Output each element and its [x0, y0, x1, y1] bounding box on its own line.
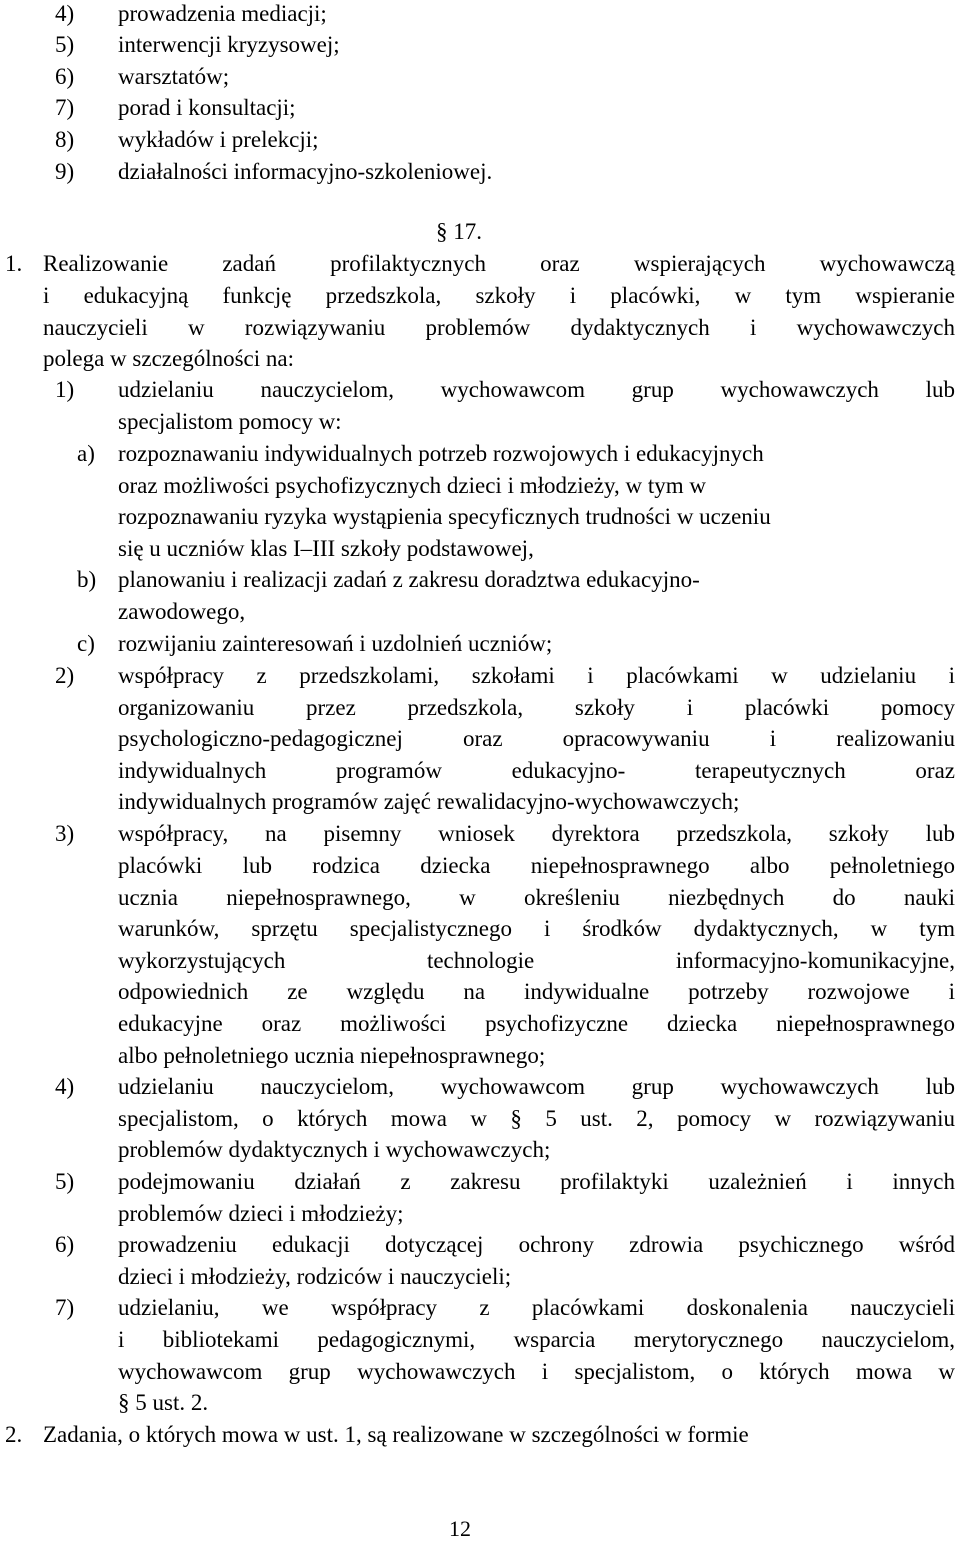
list-number: 5) — [55, 1169, 75, 1194]
item-line: specjalistom pomocy w: — [118, 409, 342, 434]
list-number: 5) — [55, 32, 75, 57]
item-line: się u uczniów klas I–III szkoły podstawowej, — [118, 536, 534, 561]
list-item: warsztatów; — [118, 64, 230, 89]
list-number: 4) — [55, 1, 75, 26]
item-line: współpracy, na pisemny wniosek dyrektora przedszkola, szkoły lub — [118, 821, 955, 846]
item-line: odpowiednich ze względu na indywidualne potrzeby rozwojowe i — [118, 979, 955, 1004]
item-line: rozpoznawaniu indywidualnych potrzeb rozwojowych i edukacyjnych — [118, 441, 764, 466]
paragraph-line: i edukacyjną funkcję przedszkola, szkoły i placówki, w tym wspieranie — [43, 283, 955, 308]
list-item: porad i konsultacji; — [118, 95, 296, 120]
sub-item-letter: b) — [77, 567, 97, 592]
item-line: § 5 ust. 2. — [118, 1390, 209, 1415]
paragraph-number: 1. — [5, 251, 23, 276]
item-line: zawodowego, — [118, 599, 246, 624]
sub-item-letter: c) — [77, 631, 95, 656]
item-line: współpracy z przedszkolami, szkołami i placówkami w udzielaniu i — [118, 663, 955, 688]
list-item: wykładów i prelekcji; — [118, 127, 319, 152]
item-line: organizowaniu przez przedszkola, szkoły i placówki pomocy — [118, 695, 955, 720]
item-line: oraz możliwości psychofizycznych dzieci i młodzieży, w tym w — [118, 473, 707, 498]
item-line: i bibliotekami pedagogicznymi, wsparcia merytorycznego nauczycielom, — [118, 1327, 955, 1352]
item-line: udzielaniu nauczycielom, wychowawcom grup wychowawczych lub — [118, 1074, 955, 1099]
item-line: specjalistom, o których mowa w § 5 ust. 2, pomocy w rozwiązywaniu — [118, 1106, 955, 1131]
list-number: 3) — [55, 821, 75, 846]
item-line: udzielaniu nauczycielom, wychowawcom grup wychowawczych lub — [118, 377, 955, 402]
item-line: indywidualnych programów zajęć rewalidacyjno-wychowawczych; — [118, 789, 740, 814]
item-line: prowadzeniu edukacji dotyczącej ochrony zdrowia psychicznego wśród — [118, 1232, 955, 1257]
list-number: 4) — [55, 1074, 75, 1099]
item-line: indywidualnych programów edukacyjno- terapeutycznych oraz — [118, 758, 955, 783]
list-number: 1) — [55, 377, 75, 402]
item-line: psychologiczno-pedagogicznej oraz opracowywaniu i realizowaniu — [118, 726, 955, 751]
paragraph-line: nauczycieli w rozwiązywaniu problemów dydaktycznych i wychowawczych — [43, 315, 955, 340]
item-line: problemów dzieci i młodzieży; — [118, 1201, 404, 1226]
item-line: planowaniu i realizacji zadań z zakresu doradztwa edukacyjno- — [118, 567, 700, 592]
paragraph-number: 2. — [5, 1422, 23, 1447]
page-number: 12 — [449, 1516, 471, 1541]
section-heading: § 17. — [436, 219, 482, 244]
list-number: 6) — [55, 1232, 75, 1257]
paragraph-line: Realizowanie zadań profilaktycznych oraz wspierających wychowawczą — [43, 251, 955, 276]
item-line: rozpoznawaniu ryzyka wystąpienia specyficznych trudności w uczeniu — [118, 504, 771, 529]
list-number: 9) — [55, 159, 75, 184]
item-line: problemów dydaktycznych i wychowawczych; — [118, 1137, 551, 1162]
item-line: wykorzystujących technologie informacyjno-komunikacyjne, — [118, 948, 955, 973]
item-line: ucznia niepełnosprawnego, w określeniu niezbędnych do nauki — [118, 885, 955, 910]
item-line: podejmowaniu działań z zakresu profilaktyki uzależnień i innych — [118, 1169, 955, 1194]
item-line: warunków, sprzętu specjalistycznego i środków dydaktycznych, w tym — [118, 916, 955, 941]
list-number: 8) — [55, 127, 75, 152]
paragraph-line: polega w szczególności na: — [43, 346, 294, 371]
list-item: działalności informacyjno-szkoleniowej. — [118, 159, 493, 184]
item-line: rozwijaniu zainteresowań i uzdolnień uczniów; — [118, 631, 553, 656]
list-item: prowadzenia mediacji; — [118, 1, 327, 26]
sub-item-letter: a) — [77, 441, 95, 466]
list-item: interwencji kryzysowej; — [118, 32, 340, 57]
item-line: placówki lub rodzica dziecka niepełnosprawnego albo pełnoletniego — [118, 853, 955, 878]
list-number: 6) — [55, 64, 75, 89]
list-number: 7) — [55, 95, 75, 120]
item-line: wychowawcom grup wychowawczych i specjalistom, o których mowa w — [118, 1359, 955, 1384]
paragraph-line: Zadania, o których mowa w ust. 1, są realizowane w szczególności w formie — [43, 1422, 749, 1447]
item-line: dzieci i młodzieży, rodziców i nauczycieli; — [118, 1264, 512, 1289]
item-line: edukacyjne oraz możliwości psychofizyczne dziecka niepełnosprawnego — [118, 1011, 955, 1036]
list-number: 7) — [55, 1295, 75, 1320]
list-number: 2) — [55, 663, 75, 688]
item-line: albo pełnoletniego ucznia niepełnosprawnego; — [118, 1043, 546, 1068]
item-line: udzielaniu, we współpracy z placówkami doskonalenia nauczycieli — [118, 1295, 955, 1320]
